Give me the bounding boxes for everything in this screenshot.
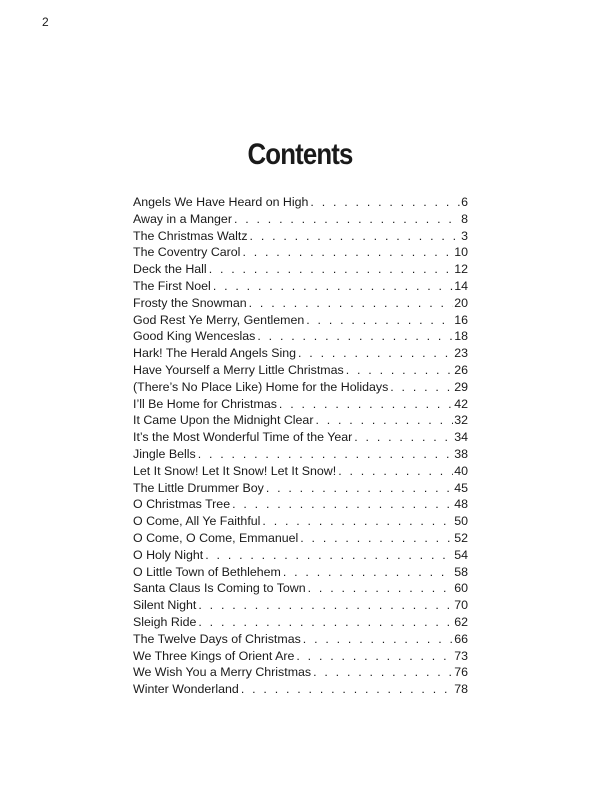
- toc-entry-title: We Three Kings of Orient Are: [133, 648, 295, 663]
- toc-entry-page: 16: [454, 312, 468, 327]
- toc-entry-page: 48: [454, 497, 468, 512]
- toc-entry[interactable]: [133, 463, 468, 480]
- toc-dot-leader: [294, 648, 453, 665]
- toc-dot-leader: [248, 228, 461, 245]
- toc-entry-page: 60: [454, 581, 468, 596]
- toc-entry[interactable]: [133, 614, 468, 631]
- toc-entry-title: Angels We Have Heard on High: [133, 195, 309, 209]
- toc-dot-leader: [232, 211, 460, 228]
- toc-dot-leader: [196, 614, 453, 631]
- toc-entry-title: Winter Wonderland: [133, 682, 239, 697]
- toc-entry-title: Frosty the Snowman: [133, 295, 247, 310]
- toc-entry-title: It’s the Most Wonderful Time of the Year: [133, 430, 353, 445]
- toc-entry[interactable]: [133, 446, 468, 463]
- toc-dot-leader: [281, 564, 453, 581]
- toc-dot-leader: [260, 513, 453, 530]
- toc-dot-leader: [304, 312, 453, 329]
- toc-entry-page: 45: [454, 480, 468, 495]
- toc-entry-page: 8: [461, 211, 468, 226]
- toc-dot-leader: [230, 496, 453, 513]
- toc-entry-page: 34: [454, 430, 468, 445]
- toc-entry-page: 3: [461, 228, 468, 243]
- toc-entry-page: 62: [454, 614, 468, 629]
- toc-entry[interactable]: [133, 648, 468, 665]
- toc-entry[interactable]: [133, 580, 468, 597]
- toc-entry-title: The First Noel: [133, 278, 211, 293]
- toc-entry-title: Let It Snow! Let It Snow! Let It Snow!: [133, 463, 337, 478]
- toc-entry-title: O Little Town of Bethlehem: [133, 564, 281, 579]
- toc-entry-title: Sleigh Ride: [133, 614, 197, 629]
- toc-entry-page: 29: [454, 379, 468, 394]
- toc-dot-leader: [196, 446, 454, 463]
- toc-entry-page: 6: [461, 195, 468, 209]
- toc-entry[interactable]: [133, 412, 468, 429]
- toc-dot-leader: [308, 194, 460, 211]
- toc-entry-page: 14: [454, 278, 468, 293]
- toc-entry[interactable]: [133, 496, 468, 513]
- toc-entry-title: (There’s No Place Like) Home for the Holidays: [133, 379, 389, 394]
- toc-entry-page: 40: [454, 463, 468, 478]
- toc-entry-title: O Come, O Come, Emmanuel: [133, 530, 299, 545]
- toc-entry[interactable]: [133, 681, 468, 698]
- toc-entry-title: We Wish You a Merry Christmas: [133, 665, 312, 680]
- toc-dot-leader: [196, 597, 453, 614]
- toc-entry-page: 52: [454, 530, 468, 545]
- toc-dot-leader: [239, 681, 453, 698]
- toc-entry-page: 23: [454, 346, 468, 361]
- toc-entry[interactable]: [133, 244, 468, 261]
- toc-entry[interactable]: [133, 278, 468, 295]
- toc-entry-page: 73: [454, 648, 468, 663]
- toc-entry-title: O Come, All Ye Faithful: [133, 514, 261, 529]
- toc-entry[interactable]: [133, 194, 468, 211]
- toc-entry[interactable]: [133, 597, 468, 614]
- toc-entry-page: 32: [454, 413, 468, 428]
- toc-dot-leader: [240, 244, 453, 261]
- toc-dot-leader: [207, 261, 454, 278]
- toc-entry[interactable]: [133, 429, 468, 446]
- toc-entry-page: 66: [454, 631, 468, 646]
- toc-entry-page: 20: [454, 295, 468, 310]
- toc-entry[interactable]: [133, 530, 468, 547]
- toc-entry-title: Hark! The Herald Angels Sing: [133, 346, 297, 361]
- toc-entry[interactable]: [133, 295, 468, 312]
- toc-dot-leader: [311, 664, 453, 681]
- toc-entry-title: O Christmas Tree: [133, 497, 231, 512]
- toc-entry[interactable]: [133, 362, 468, 379]
- toc-entry-title: Away in a Manger: [133, 211, 232, 226]
- toc-entry-title: Have Yourself a Merry Little Christmas: [133, 362, 344, 377]
- toc-entry[interactable]: [133, 211, 468, 228]
- toc-entry[interactable]: [133, 664, 468, 681]
- toc-dot-leader: [301, 631, 453, 648]
- toc-dot-leader: [336, 463, 453, 480]
- toc-entry-page: 18: [454, 329, 468, 344]
- toc-entry-title: Good King Wenceslas: [133, 329, 256, 344]
- toc-dot-leader: [306, 580, 454, 597]
- toc-entry-title: The Coventry Carol: [133, 245, 241, 260]
- toc-entry-page: 58: [454, 564, 468, 579]
- toc-entry[interactable]: [133, 345, 468, 362]
- toc-entry-page: 78: [454, 682, 468, 697]
- toc-entry-title: I’ll Be Home for Christmas: [133, 396, 277, 411]
- toc-entry-page: 10: [454, 245, 468, 260]
- toc-dot-leader: [296, 345, 453, 362]
- toc-entry-title: Deck the Hall: [133, 262, 207, 277]
- toc-dot-leader: [203, 547, 453, 564]
- toc-dot-leader: [313, 412, 453, 429]
- toc-entry[interactable]: [133, 480, 468, 497]
- toc-entry-page: 12: [454, 262, 468, 277]
- toc-dot-leader: [298, 530, 453, 547]
- toc-dot-leader: [344, 362, 453, 379]
- toc-dot-leader: [255, 328, 453, 345]
- toc-entry[interactable]: [133, 631, 468, 648]
- toc-entry-page: 42: [454, 396, 468, 411]
- toc-entry-title: O Holy Night: [133, 547, 204, 562]
- toc-entry-page: 38: [454, 446, 468, 461]
- toc-entry-page: 76: [454, 665, 468, 680]
- toc-entry-page: 50: [454, 514, 468, 529]
- toc-entry-title: The Twelve Days of Christmas: [133, 631, 301, 646]
- toc-entry[interactable]: [133, 379, 468, 396]
- toc-entry[interactable]: [133, 396, 468, 413]
- toc-entry[interactable]: [133, 328, 468, 345]
- toc-dot-leader: [352, 429, 453, 446]
- toc-entry-title: God Rest Ye Merry, Gentlemen: [133, 312, 305, 327]
- toc-entry[interactable]: [133, 513, 468, 530]
- toc-dot-leader: [264, 480, 453, 497]
- toc-dot-leader: [211, 278, 453, 295]
- toc-entry[interactable]: [133, 547, 468, 564]
- toc-entry-page: 54: [454, 547, 468, 562]
- toc-entry-title: Jingle Bells: [133, 446, 196, 461]
- page-title: Contents: [247, 138, 353, 171]
- toc-entry[interactable]: [133, 564, 468, 581]
- toc-dot-leader: [247, 295, 454, 312]
- toc-entry-title: The Little Drummer Boy: [133, 480, 264, 495]
- table-of-contents: [133, 194, 468, 698]
- toc-entry-title: Silent Night: [133, 598, 197, 613]
- page-number: 2: [42, 15, 49, 29]
- toc-entry[interactable]: [133, 312, 468, 329]
- toc-entry-page: 26: [454, 362, 468, 377]
- toc-entry-title: Santa Claus Is Coming to Town: [133, 581, 306, 596]
- toc-entry[interactable]: [133, 228, 468, 245]
- toc-entry-title: It Came Upon the Midnight Clear: [133, 413, 314, 428]
- toc-dot-leader: [277, 396, 453, 413]
- toc-entry-title: The Christmas Waltz: [133, 228, 248, 243]
- toc-entry[interactable]: [133, 261, 468, 278]
- toc-entry-page: 70: [454, 598, 468, 613]
- toc-dot-leader: [388, 379, 453, 396]
